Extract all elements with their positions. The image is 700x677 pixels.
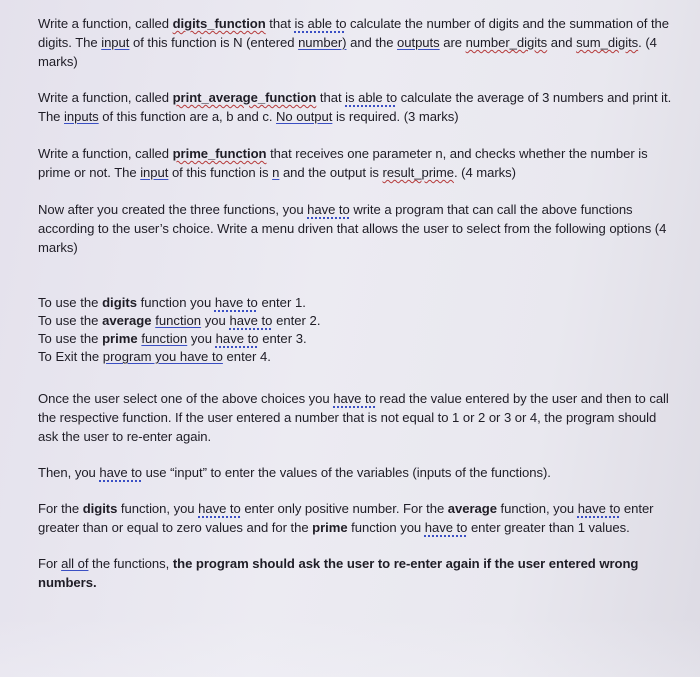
paragraph-prime-function — [38, 144, 678, 182]
text: . (4 marks) — [38, 35, 657, 69]
grammar-mark: all of — [61, 556, 89, 571]
option-1 — [38, 294, 678, 312]
text: Once the user select one of the above choices you — [38, 391, 334, 406]
paragraph-reenter-rule — [38, 554, 678, 592]
option-3 — [38, 330, 678, 348]
text: To use the — [38, 313, 103, 328]
text: that receives one parameter n, and checks whether the number is prime or not. The — [38, 146, 648, 180]
text: function you — [347, 520, 425, 535]
text: the functions, — [88, 556, 173, 571]
grammar-mark: have to — [215, 331, 259, 346]
text: and the — [346, 35, 398, 50]
bold-text: the program should ask the user to re-enter again if the user entered wrong numbers. — [38, 556, 639, 590]
grammar-mark: number) — [298, 35, 347, 50]
text: Write a function, called — [38, 16, 173, 31]
text: enter 2. — [272, 313, 321, 328]
grammar-mark: have to — [424, 520, 468, 535]
text: calculate the number of digits and the summation of the digits. The — [38, 16, 670, 50]
grammar-mark: have to — [198, 501, 241, 516]
bold-text: prime — [312, 520, 348, 535]
text: are — [439, 35, 466, 50]
text: Write a function, called — [38, 146, 173, 161]
bold-text: average — [102, 313, 152, 328]
grammar-mark: function — [141, 331, 188, 346]
grammar-mark: have to — [307, 202, 350, 217]
grammar-mark: program you have to — [102, 349, 223, 364]
text: of this function is N (entered — [129, 35, 299, 50]
text: . (4 marks) — [453, 165, 516, 180]
text: enter 3. — [258, 331, 307, 346]
text: read the value entered by the user and then to call the respective function. If the user entered a number that is not equal to 1 or 2 or 3 or 4, the program should ask the user to re-enter again. — [38, 391, 669, 444]
photo-glare — [0, 617, 700, 677]
text: is required. (3 marks) — [332, 109, 459, 124]
grammar-mark: have to — [99, 465, 142, 480]
grammar-mark: input — [101, 35, 130, 50]
paragraph-digits-function — [38, 14, 678, 71]
paragraph-value-rules — [38, 499, 678, 537]
grammar-mark: No output — [276, 109, 333, 124]
text: write a program that can call the above functions according to the user’s choice. Write a menu driven that allows the user to select from the following options (4 marks) — [38, 202, 667, 255]
text: and the output is — [279, 165, 383, 180]
grammar-mark: function — [155, 313, 202, 328]
option-2 — [38, 312, 678, 330]
grammar-mark: is able to — [345, 90, 398, 105]
paragraph-average-function — [38, 88, 678, 126]
paragraph-use-input — [38, 463, 678, 482]
text: For the — [38, 501, 83, 516]
menu-options-list — [38, 294, 678, 366]
text: and — [547, 35, 577, 50]
text: you — [187, 331, 216, 346]
function-name-prime: prime_function — [172, 146, 267, 161]
text: function, you — [117, 501, 199, 516]
bold-text: digits — [82, 501, 118, 516]
bold-text: prime — [102, 331, 138, 346]
text: To Exit the — [38, 349, 103, 364]
text: Write a function, called — [38, 90, 173, 105]
spelling-mark: result_prime — [382, 165, 454, 180]
grammar-mark: is able to — [294, 16, 347, 31]
text: of this function is — [168, 165, 273, 180]
spelling-mark: sum_digits — [576, 35, 639, 50]
grammar-mark: have to — [229, 313, 273, 328]
text: For — [38, 556, 62, 571]
function-name-digits: digits_function — [172, 16, 266, 31]
paragraph-menu-program — [38, 200, 678, 257]
text: To use the — [38, 331, 103, 346]
text: function you — [136, 295, 215, 310]
bold-text: average — [447, 501, 497, 516]
option-4 — [38, 348, 678, 366]
bold-text: digits — [102, 295, 137, 310]
text: use “input” to enter the values of the variables (inputs of the functions). — [141, 465, 551, 480]
text: To use the — [38, 295, 103, 310]
grammar-mark: input — [140, 165, 169, 180]
grammar-mark: outputs — [397, 35, 440, 50]
text: enter 1. — [257, 295, 306, 310]
text: enter 4. — [222, 349, 271, 364]
text: enter greater than or equal to zero values and for the — [38, 501, 654, 535]
function-name-average: print_average_function — [172, 90, 317, 105]
spelling-mark: number_digits — [465, 35, 548, 50]
text: that — [265, 16, 295, 31]
grammar-mark: inputs — [64, 109, 99, 124]
grammar-mark: have to — [214, 295, 258, 310]
text: enter only positive number. For the — [240, 501, 448, 516]
text: Now after you created the three functions, you — [38, 202, 308, 217]
paragraph-read-choice — [38, 389, 678, 446]
text: function, you — [496, 501, 578, 516]
text: of this function are a, b and c. — [98, 109, 277, 124]
text: you — [201, 313, 230, 328]
text: calculate the average of 3 numbers and print it. The — [38, 90, 672, 124]
grammar-mark: have to — [333, 391, 376, 406]
text: Then, you — [38, 465, 100, 480]
text: enter greater than 1 values. — [467, 520, 630, 535]
grammar-mark: n — [272, 165, 280, 180]
text: that — [316, 90, 346, 105]
grammar-mark: have to — [577, 501, 621, 516]
